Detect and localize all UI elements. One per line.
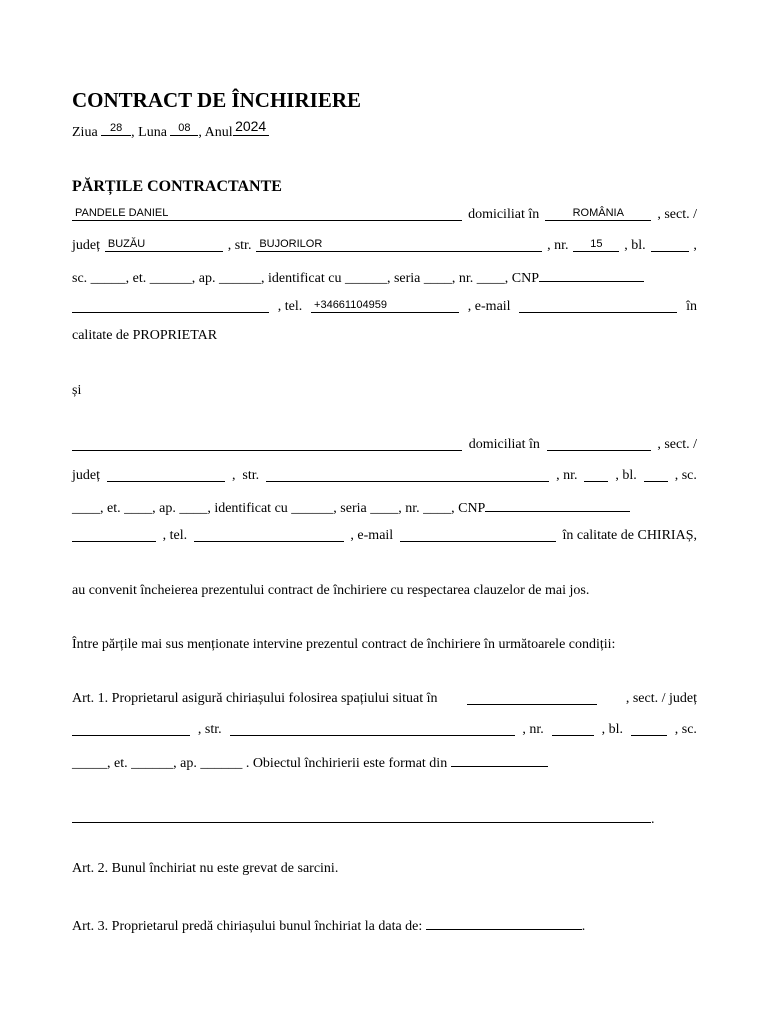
art1-end-period: .	[651, 812, 655, 827]
art1-bl-label: , bl.	[601, 722, 623, 737]
art1-nr-label: , nr.	[522, 722, 544, 737]
tenant-country-field[interactable]	[547, 436, 651, 451]
art2-paragraph: Art. 2. Bunul închiriat nu este grevat de sarcini.	[72, 861, 339, 876]
tenant-email-field[interactable]	[400, 527, 556, 542]
art1-street-field[interactable]	[230, 721, 515, 736]
owner-role: calitate de PROPRIETAR	[72, 328, 218, 343]
year-label: , Anul	[198, 125, 233, 140]
owner-nr-label: , nr.	[547, 238, 569, 253]
owner-country-field[interactable]	[545, 206, 651, 221]
day-value: 28	[110, 122, 123, 134]
art1-text: Art. 1. Proprietarul asigură chiriașului folosirea spațiului situat în	[72, 691, 438, 706]
tenant-sect-label: , sect. /	[657, 437, 697, 452]
owner-nr-field[interactable]	[573, 237, 619, 252]
tenant-cnp-continued-field[interactable]	[72, 527, 156, 542]
art1-line-3	[72, 752, 697, 773]
year-value: 2024	[235, 118, 267, 134]
owner-phone-field[interactable]	[311, 298, 459, 313]
owner-in-label: în	[686, 299, 697, 314]
owner-line-4	[72, 298, 697, 316]
art1-street-label: , str.	[197, 722, 222, 737]
owner-cnp-continued-field[interactable]	[72, 298, 269, 313]
owner-bl-label: , bl.	[624, 238, 646, 253]
tenant-name-field[interactable]	[72, 436, 462, 451]
tenant-bl-field[interactable]	[644, 467, 668, 482]
owner-line-1	[72, 206, 697, 224]
day-label: Ziua	[72, 125, 98, 140]
owner-bl-field[interactable]	[651, 237, 689, 252]
owner-tel-label: , tel.	[277, 299, 303, 314]
owner-line-2: județ BUZĂU , str. BUJORILOR , nr. 15 , bl. ,	[72, 238, 697, 253]
tenant-line-2: județ , str. , nr. , bl. , sc.	[72, 468, 697, 483]
owner-id-details: sc. _____, et. ______, ap. ______, identificat cu ______, seria ____, nr. ____, CNP	[72, 271, 539, 286]
owner-phone-value: +34661104959	[314, 299, 387, 311]
tenant-line-4	[72, 527, 697, 545]
day-field[interactable]	[101, 121, 131, 136]
owner-domiciled-label: domiciliat în	[468, 207, 540, 222]
art1-bl-field[interactable]	[631, 721, 667, 736]
tenant-cnp-field[interactable]	[485, 497, 630, 512]
art1-object-field[interactable]	[451, 752, 548, 767]
owner-email-field[interactable]	[519, 298, 677, 313]
owner-street-field[interactable]	[256, 237, 542, 252]
art3-line	[72, 915, 697, 936]
tenant-tel-label: , tel.	[162, 528, 188, 543]
tenant-id-details: ____, et. ____, ap. ____, identificat cu ______, seria ____, nr. ____, CNP	[72, 501, 486, 516]
owner-sect-label: , sect. /	[657, 207, 697, 222]
tenant-line-3	[72, 497, 697, 518]
and-separator: și	[72, 383, 82, 398]
art1-nr-field[interactable]	[552, 721, 594, 736]
month-field[interactable]	[170, 121, 198, 136]
agreement-paragraph: au convenit încheierea prezentului contract de închiriere cu respectarea clauzelor de mai jos.	[72, 583, 590, 598]
owner-county-field[interactable]	[105, 237, 223, 252]
art1-line-2	[72, 721, 697, 739]
owner-street-label: , str.	[227, 238, 252, 253]
tenant-county-field[interactable]	[107, 467, 225, 482]
owner-name-field[interactable]	[72, 206, 462, 221]
tenant-street-label: str.	[242, 468, 260, 483]
tenant-sc-label: , sc.	[674, 468, 697, 483]
owner-nr-value: 15	[590, 238, 603, 250]
owner-country-value: ROMÂNIA	[572, 207, 624, 219]
owner-name-value: PANDELE DANIEL	[75, 207, 169, 219]
tenant-domiciled-label: domiciliat în	[468, 437, 540, 452]
tenant-line-1	[72, 436, 697, 454]
intro-paragraph: Între părțile mai sus menționate intervine prezentul contract de închiriere în următoarele condiții:	[72, 637, 616, 652]
section-title: PĂRȚILE CONTRACTANTE	[72, 178, 282, 195]
art3-text: Art. 3. Proprietarul predă chiriașului bunul închiriat la data de:	[72, 919, 423, 934]
art1-sect-label: , sect. / județ	[625, 691, 697, 706]
tenant-role: în calitate de CHIRIAȘ,	[562, 528, 697, 543]
tenant-bl-label: , bl.	[615, 468, 637, 483]
tenant-nr-field[interactable]	[584, 467, 608, 482]
art1-object-text: _____, et. ______, ap. ______ . Obiectul închirierii este format din	[72, 756, 448, 771]
month-value: 08	[178, 122, 191, 134]
tenant-phone-field[interactable]	[194, 527, 344, 542]
document-title: CONTRACT DE ÎNCHIRIERE	[72, 88, 361, 112]
owner-line-3	[72, 267, 697, 288]
art1-location-field[interactable]	[467, 690, 597, 705]
art1-object-continued-field[interactable]	[72, 808, 651, 823]
owner-street-value: BUJORILOR	[259, 238, 323, 250]
tenant-street-field[interactable]	[266, 467, 549, 482]
owner-cnp-field[interactable]	[539, 267, 644, 282]
year-field[interactable]	[233, 118, 269, 136]
art1-county-field[interactable]	[72, 721, 190, 736]
owner-email-label: , e-mail	[467, 299, 511, 314]
tenant-county-label: județ	[72, 468, 100, 483]
art1-line-1	[72, 690, 697, 708]
owner-county-label: județ	[72, 238, 100, 253]
art3-end-period: .	[581, 919, 586, 934]
owner-county-value: BUZĂU	[107, 238, 146, 250]
tenant-email-label: , e-mail	[350, 528, 394, 543]
art1-line-4	[72, 808, 697, 829]
art1-sc-label: , sc.	[674, 722, 697, 737]
tenant-nr-label: , nr.	[556, 468, 578, 483]
art3-date-field[interactable]	[426, 915, 582, 930]
date-line	[72, 118, 697, 142]
month-label: , Luna	[131, 125, 167, 140]
